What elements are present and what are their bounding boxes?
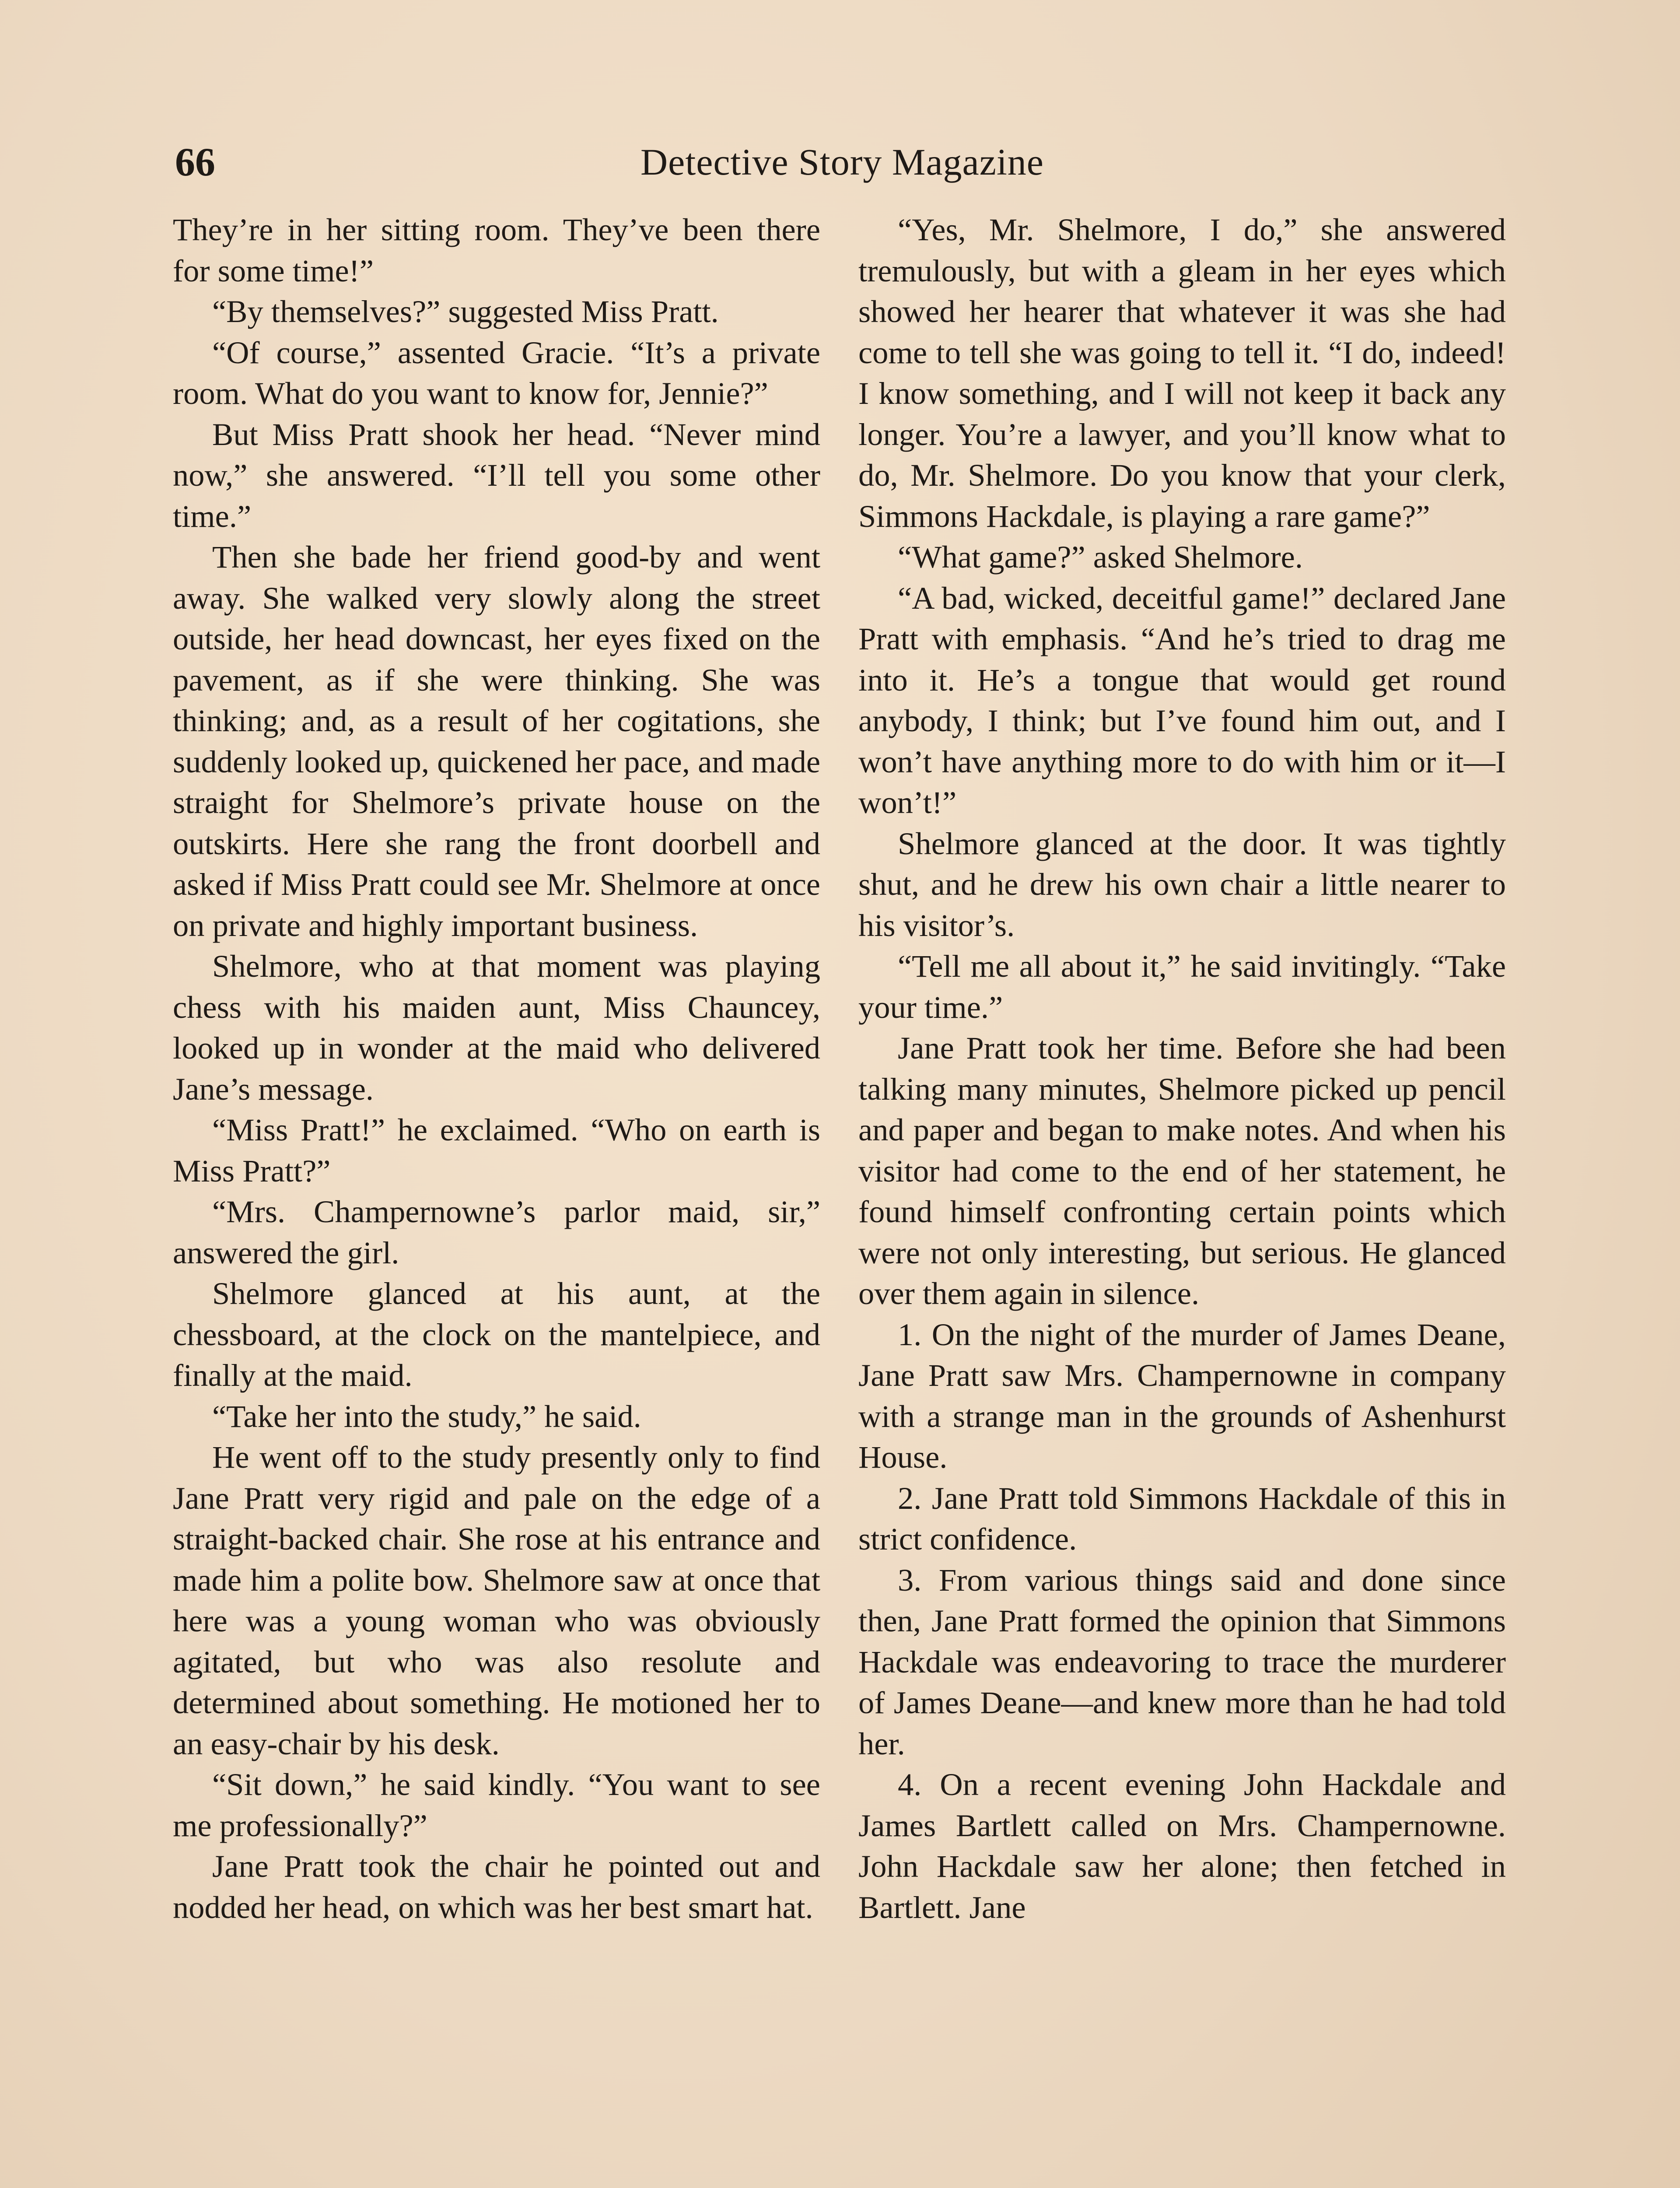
paragraph: Then she bade her friend good-by and went away. She walked very slowly along the street outside, her head downcast, her eyes fixed on the pavement, as if she were thinking. She was thinking; and, as a result of her cogitations, she suddenly looked up, quickened her pace, and made straight for Shelmore’s private house on the outskirts. Here she rang the front doorbell and asked if Miss Pratt could see Mr. Shelmore at once on private and highly important business.	[173, 539, 820, 943]
paragraph: “Take her into the study,” he said.	[212, 1398, 641, 1434]
paragraph: They’re in her sitting room. They’ve been there for some time!”	[173, 212, 820, 288]
paragraph: “Yes, Mr. Shelmore, I do,” she answered tremulously, but with a gleam in her eyes which showed her hearer that whatever it was she had come to tell she was going to tell it. “I do, indeed! I know something, and I will not keep it back any longer. You’re a lawyer, and you’ll know what to do, Mr. Shelmore. Do you know that your clerk, Simmons Hackdale, is playing a rare game?”	[858, 212, 1506, 534]
numbered-point: 3. From various things said and done since then, Jane Pratt formed the opinion that Simmons Hackdale was endeavoring to trace the murderer of James Deane—and knew more than he had told her.	[858, 1562, 1506, 1761]
page-number: 66	[175, 140, 215, 184]
numbered-point: 4. On a recent evening John Hackdale and James Bartlett called on Mrs. Champernowne. John Hackdale saw her alone; then fetched in Bartlett. Jane	[858, 1767, 1506, 1925]
left-column	[173, 209, 820, 1928]
paragraph: Jane Pratt took the chair he pointed out and nodded her head, on which was her best smart hat.	[173, 1848, 820, 1925]
right-column	[858, 209, 1506, 1928]
paragraph: Shelmore glanced at his aunt, at the chessboard, at the clock on the mantelpiece, and finally at the maid.	[173, 1276, 820, 1393]
paragraph: “Mrs. Champernowne’s parlor maid, sir,” answered the girl.	[173, 1194, 820, 1270]
paragraph: Shelmore glanced at the door. It was tightly shut, and he drew his own chair a little nearer to his visitor’s.	[858, 825, 1506, 943]
paragraph: “A bad, wicked, deceitful game!” declared Jane Pratt with emphasis. “And he’s tried to drag me into it. He’s a tongue that would get round anybody, I think; but I’ve found him out, and I won’t have anything more to do with him or it—I won’t!”	[858, 580, 1506, 820]
page-header	[175, 131, 1509, 193]
paragraph: But Miss Pratt shook her head. “Never mind now,” she answered. “I’ll tell you some other time.”	[173, 416, 820, 534]
paragraph: “What game?” asked Shelmore.	[898, 539, 1303, 575]
running-title: Detective Story Magazine	[640, 141, 1044, 183]
paragraph: “Sit down,” he said kindly. “You want to see me professionally?”	[173, 1767, 820, 1843]
paragraph: “By themselves?” suggested Miss Pratt.	[212, 294, 719, 329]
paragraph: Shelmore, who at that moment was playing chess with his maiden aunt, Miss Chauncey, looked up in wonder at the maid who delivered Jane’s message.	[173, 948, 820, 1107]
paragraph: “Tell me all about it,” he said invitingly. “Take your time.”	[858, 948, 1506, 1025]
paragraph: Jane Pratt took her time. Before she had been talking many minutes, Shelmore picked up pencil and paper and began to make notes. And when his visitor had come to the end of her statement, he found himself confronting certain points which were not only interesting, but serious. He glanced over them again in silence.	[858, 1030, 1506, 1311]
numbered-point: 2. Jane Pratt told Simmons Hackdale of this in strict confidence.	[858, 1480, 1506, 1557]
numbered-point: 1. On the night of the murder of James Deane, Jane Pratt saw Mrs. Champernowne in company with a strange man in the grounds of Ashenhurst House.	[858, 1316, 1506, 1475]
paragraph: “Miss Pratt!” he exclaimed. “Who on earth is Miss Pratt?”	[173, 1112, 820, 1189]
paragraph: He went off to the study presently only to find Jane Pratt very rigid and pale on the edge of a straight-backed chair. She rose at his entrance and made him a polite bow. Shelmore saw at once that here was a young woman who was obviously agitated, but who was also resolute and determined about something. He motioned her to an easy-chair by his desk.	[173, 1439, 820, 1761]
paragraph: “Of course,” assented Gracie. “It’s a private room. What do you want to know for, Jennie?”	[173, 334, 820, 411]
